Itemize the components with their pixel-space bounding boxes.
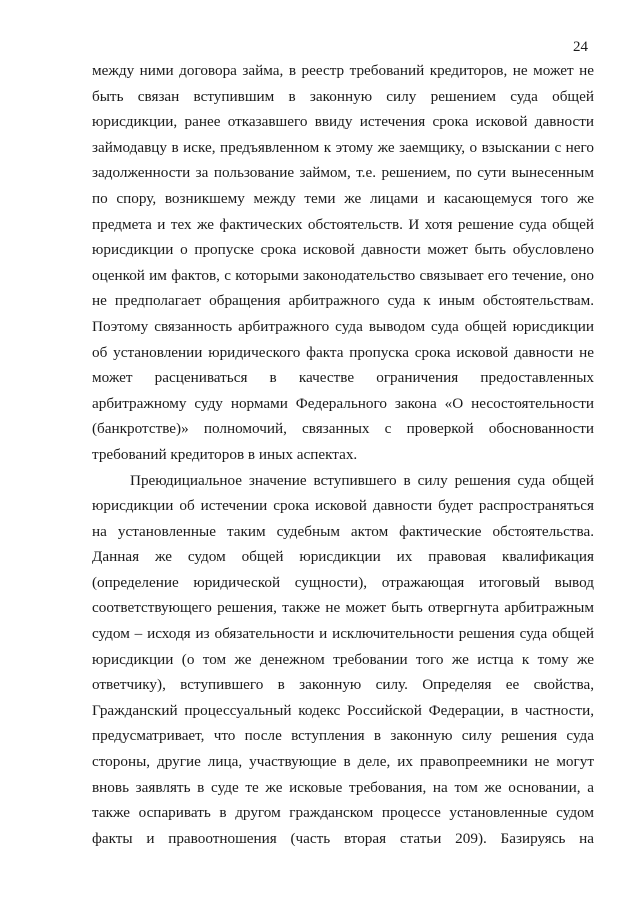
text-line: также оспаривать в другом гражданском процессе установленные судом	[92, 804, 594, 822]
text-line: может расцениваться в качестве ограничения предоставленных	[92, 369, 594, 387]
text-line: требований кредиторов в иных аспектах.	[92, 445, 358, 463]
text-line: (определение юридической сущности), отражающая итоговый вывод	[92, 573, 594, 591]
text-line: юрисдикции об истечении срока исковой давности будет распространяться	[92, 497, 594, 515]
text-line: юрисдикции, ранее отказавшего ввиду истечения срока исковой давности	[92, 113, 594, 131]
text-line: об установлении юридического факта пропуска срока исковой давности не	[92, 343, 594, 361]
text-line: на установленные таким судебным актом фактические обстоятельства.	[92, 522, 594, 540]
text-line: предмета и тех же фактических обстоятельств. И хотя решение суда общей	[92, 215, 594, 233]
text-line: юрисдикции (о том же денежном требовании того же истца к тому же	[92, 650, 594, 668]
text-line: соответствующего решения, также не может быть отвергнута арбитражным	[92, 599, 594, 617]
text-line: судом – исходя из обязательности и исключительности решения суда общей	[92, 625, 594, 643]
text-line: арбитражному суду нормами Федерального закона «О несостоятельности	[92, 394, 594, 412]
text-line: Данная же судом общей юрисдикции их правовая квалификация	[92, 548, 594, 566]
text-line: Поэтому связанность арбитражного суда выводом суда общей юрисдикции	[92, 317, 594, 335]
text-line: ответчику), вступившего в законную силу. Определяя ее свойства,	[92, 676, 594, 694]
text-line: стороны, другие лица, участвующие в деле, их правопреемники не могут	[92, 753, 594, 771]
text-line: Гражданский процессуальный кодекс Российской Федерации, в частности,	[92, 701, 594, 719]
text-line: по спору, возникшему между теми же лицами и касающемуся того же	[92, 189, 594, 207]
text-line: займодавцу в иске, предъявленном к этому же заемщику, о взыскании с него	[92, 138, 594, 156]
text-line: задолженности за пользование займом, т.е. решением, по сути вынесенным	[92, 164, 594, 182]
paragraph-first-line: Преюдициальное значение вступившего в силу решения суда общей	[130, 471, 594, 489]
text-line: предусматривает, что после вступления в законную силу решения суда	[92, 727, 594, 745]
text-line: не предполагает обращения арбитражного суда к иным обстоятельствам.	[92, 292, 594, 310]
text-line: быть связан вступившим в законную силу решением суда общей	[92, 87, 594, 105]
text-line: между ними договора займа, в реестр требований кредиторов, не может не	[92, 62, 594, 79]
document-body-text	[92, 58, 594, 851]
text-line: факты и правоотношения (часть вторая статьи 209). Базируясь на	[92, 829, 594, 847]
text-line: (банкротстве)» полномочий, связанных с проверкой обоснованности	[92, 420, 594, 438]
text-line: вновь заявлять в суде те же исковые требования, на том же основании, а	[92, 778, 594, 796]
text-line: юрисдикции о пропуске срока исковой давности может быть обусловлено	[92, 241, 594, 259]
page-number: 24	[573, 39, 588, 55]
text-line: оценкой им фактов, с которыми законодательство связывает его течение, оно	[92, 266, 594, 284]
